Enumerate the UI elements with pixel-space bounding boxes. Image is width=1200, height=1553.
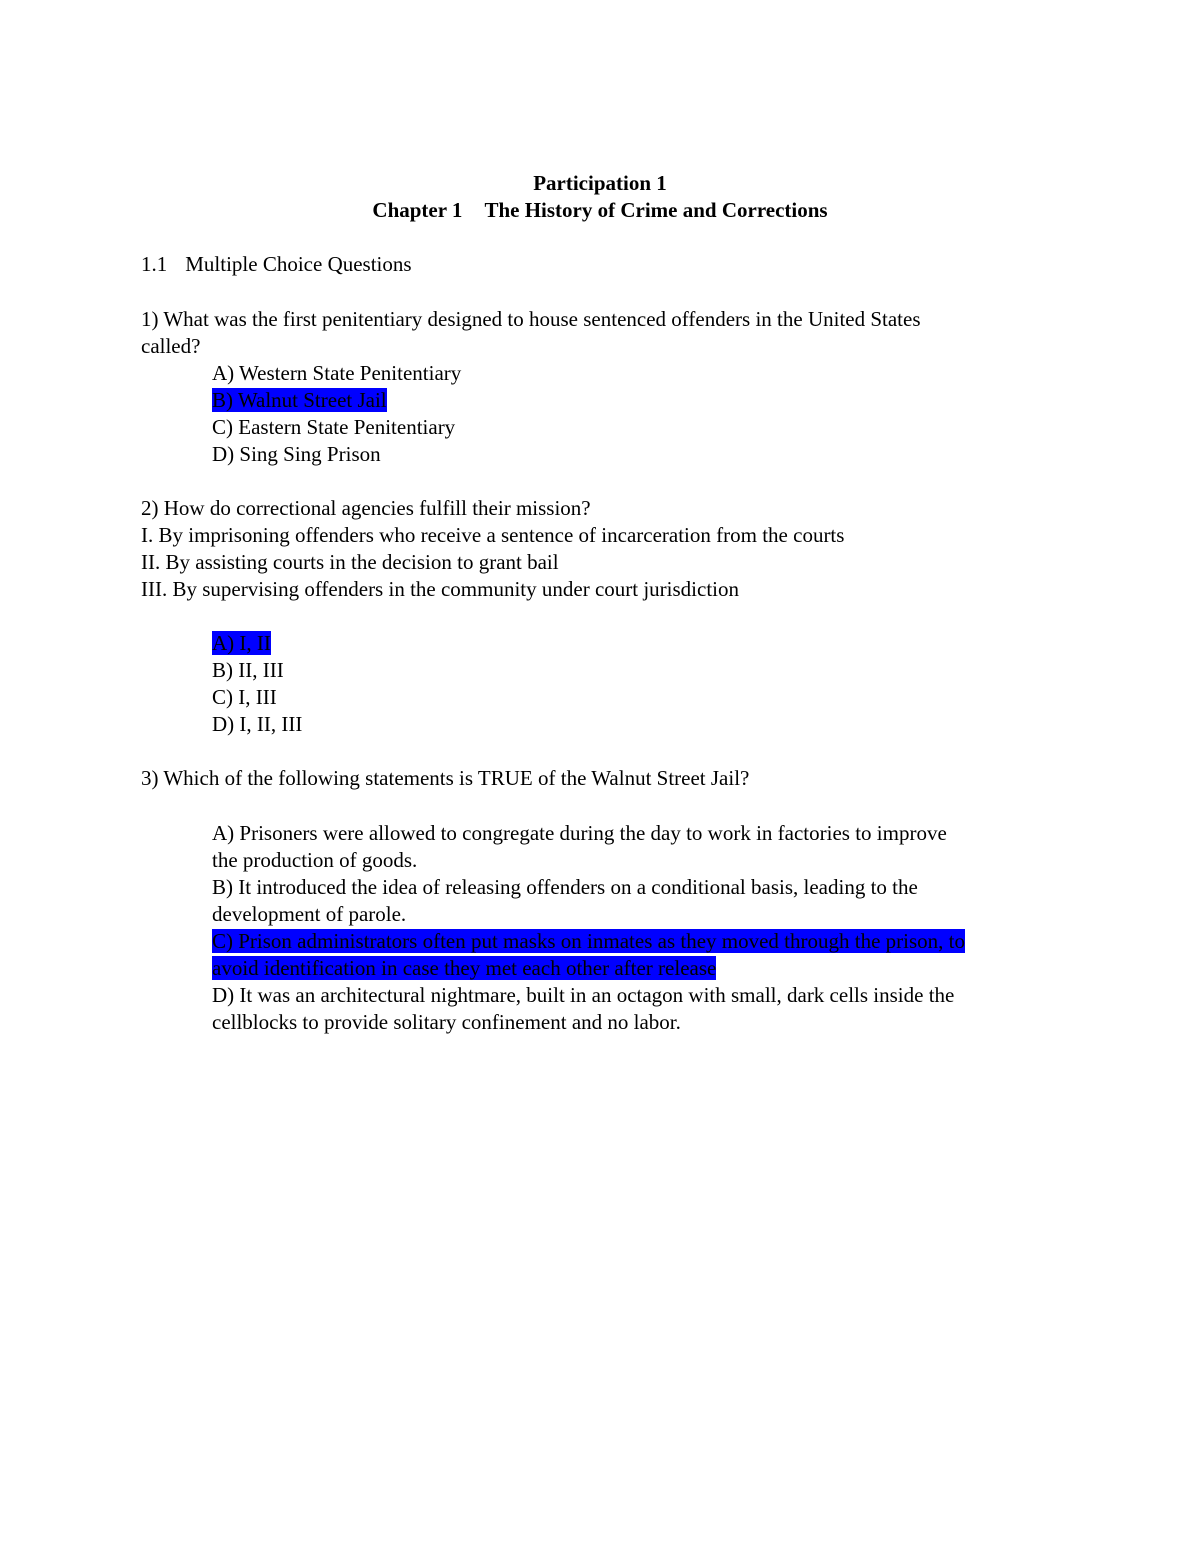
highlighted-option-text: C) Prison administrators often put masks on inmates as they moved through the prison, to bbox=[212, 929, 965, 953]
section-heading bbox=[141, 251, 412, 278]
option-text: D) I, II, III bbox=[212, 712, 303, 736]
answer-option-a-line-2: the production of goods. bbox=[212, 848, 418, 872]
answer-option-b-line-2: development of parole. bbox=[212, 902, 407, 926]
question-stem-line: 1) What was the first penitentiary designed to house sentenced offenders in the United States bbox=[141, 307, 921, 331]
highlighted-option-text: A) I, II bbox=[212, 631, 271, 655]
answer-option-b bbox=[212, 657, 284, 684]
section-number: 1.1 bbox=[141, 252, 168, 276]
section-title: Multiple Choice Questions bbox=[185, 252, 412, 276]
highlighted-option-text: avoid identification in case they met each other after release bbox=[212, 956, 717, 980]
answer-option-a-line-1: A) Prisoners were allowed to congregate during the day to work in factories to improve bbox=[212, 821, 947, 845]
chapter-heading bbox=[0, 197, 1200, 224]
option-text: C) I, III bbox=[212, 685, 277, 709]
answer-option-b-highlighted bbox=[212, 387, 387, 414]
answer-option-d bbox=[212, 441, 381, 468]
document-title bbox=[0, 170, 1200, 197]
answer-option-c bbox=[212, 684, 277, 711]
option-text: A) Western State Penitentiary bbox=[212, 361, 462, 385]
answer-option-c bbox=[212, 414, 455, 441]
question-stem-line: II. By assisting courts in the decision to grant bail bbox=[141, 550, 559, 574]
answer-option-a-highlighted bbox=[212, 630, 271, 657]
answer-option-a bbox=[212, 360, 461, 387]
option-text: B) II, III bbox=[212, 658, 284, 682]
title-text: Participation 1 bbox=[533, 171, 667, 195]
answer-option-d bbox=[212, 711, 302, 738]
chapter-label: Chapter 1 bbox=[372, 198, 463, 222]
answer-option-c-line-1-highlighted bbox=[212, 928, 965, 955]
question-stem-line: 3) Which of the following statements is TRUE of the Walnut Street Jail? bbox=[141, 766, 750, 790]
option-text: C) Eastern State Penitentiary bbox=[212, 415, 456, 439]
answer-option-b-line-1: B) It introduced the idea of releasing offenders on a conditional basis, leading to the bbox=[212, 875, 918, 899]
answer-option-d-line-1: D) It was an architectural nightmare, built in an octagon with small, dark cells inside the bbox=[212, 983, 955, 1007]
option-text: D) Sing Sing Prison bbox=[212, 442, 381, 466]
highlighted-option-text: B) Walnut Street Jail bbox=[212, 388, 387, 412]
chapter-title: The History of Crime and Corrections bbox=[484, 198, 828, 222]
answer-option-c-line-2-highlighted bbox=[212, 955, 716, 982]
question-stem-line: I. By imprisoning offenders who receive a sentence of incarceration from the courts bbox=[141, 523, 845, 547]
question-stem-line: 2) How do correctional agencies fulfill their mission? bbox=[141, 496, 591, 520]
answer-option-d-line-2: cellblocks to provide solitary confinement and no labor. bbox=[212, 1010, 681, 1034]
question-stem-line: III. By supervising offenders in the community under court jurisdiction bbox=[141, 577, 739, 601]
question-stem-line: called? bbox=[141, 334, 201, 358]
